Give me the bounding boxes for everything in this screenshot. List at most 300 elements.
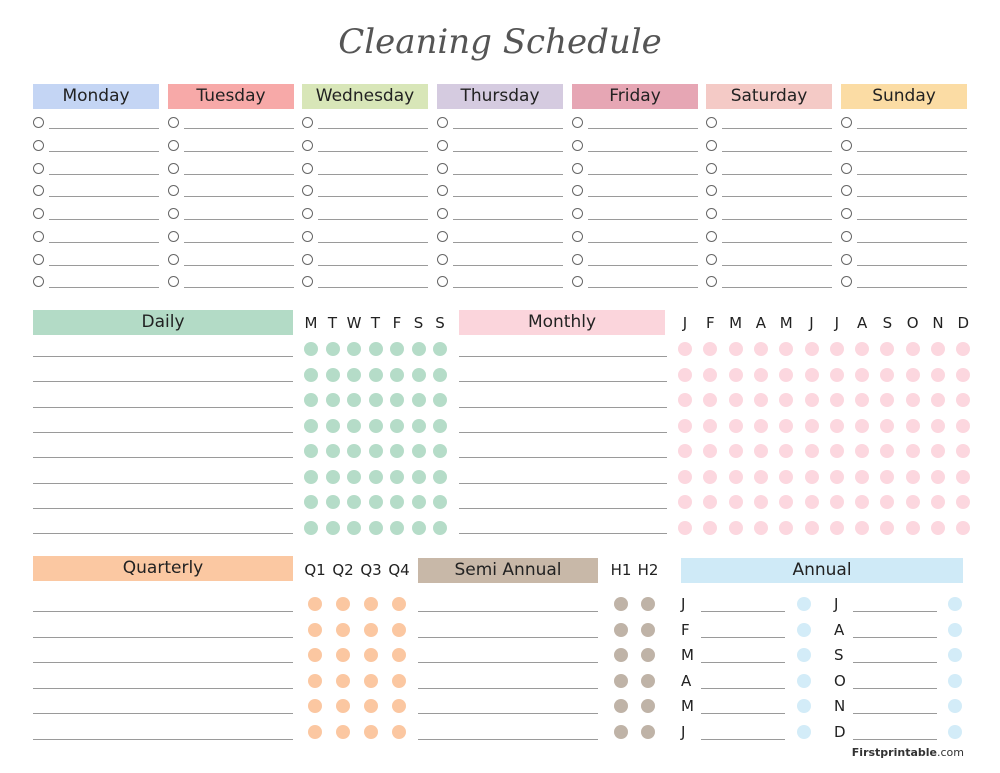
task-line[interactable]	[453, 287, 563, 288]
daily-check-dot[interactable]	[304, 521, 318, 535]
daily-task-line[interactable]	[33, 356, 293, 357]
task-checkbox[interactable]	[706, 208, 717, 219]
daily-check-dot[interactable]	[326, 444, 340, 458]
monthly-check-dot[interactable]	[830, 470, 844, 484]
monthly-check-dot[interactable]	[703, 393, 717, 407]
task-checkbox[interactable]	[572, 117, 583, 128]
daily-check-dot[interactable]	[390, 393, 404, 407]
task-line[interactable]	[722, 242, 832, 243]
monthly-check-dot[interactable]	[880, 444, 894, 458]
monthly-check-dot[interactable]	[906, 368, 920, 382]
task-checkbox[interactable]	[706, 231, 717, 242]
semi-annual-task-line[interactable]	[418, 688, 598, 689]
quarterly-check-dot[interactable]	[336, 623, 350, 637]
quarterly-task-line[interactable]	[33, 688, 293, 689]
monthly-check-dot[interactable]	[830, 368, 844, 382]
daily-check-dot[interactable]	[433, 368, 447, 382]
task-checkbox[interactable]	[437, 163, 448, 174]
daily-task-line[interactable]	[33, 508, 293, 509]
task-line[interactable]	[184, 265, 294, 266]
semi-annual-check-dot[interactable]	[614, 725, 628, 739]
annual-check-dot[interactable]	[797, 699, 811, 713]
daily-check-dot[interactable]	[433, 393, 447, 407]
annual-task-line[interactable]	[701, 688, 785, 689]
monthly-check-dot[interactable]	[830, 495, 844, 509]
monthly-check-dot[interactable]	[855, 470, 869, 484]
daily-check-dot[interactable]	[433, 444, 447, 458]
semi-annual-check-dot[interactable]	[614, 699, 628, 713]
daily-check-dot[interactable]	[412, 470, 426, 484]
monthly-task-line[interactable]	[459, 483, 667, 484]
daily-check-dot[interactable]	[412, 521, 426, 535]
task-checkbox[interactable]	[706, 254, 717, 265]
task-line[interactable]	[857, 219, 967, 220]
task-line[interactable]	[588, 287, 698, 288]
monthly-check-dot[interactable]	[754, 470, 768, 484]
task-line[interactable]	[318, 287, 428, 288]
task-checkbox[interactable]	[33, 208, 44, 219]
semi-annual-task-line[interactable]	[418, 611, 598, 612]
quarterly-check-dot[interactable]	[336, 725, 350, 739]
daily-check-dot[interactable]	[369, 368, 383, 382]
daily-check-dot[interactable]	[326, 342, 340, 356]
daily-check-dot[interactable]	[390, 495, 404, 509]
daily-check-dot[interactable]	[433, 342, 447, 356]
daily-check-dot[interactable]	[412, 368, 426, 382]
task-checkbox[interactable]	[841, 276, 852, 287]
monthly-check-dot[interactable]	[703, 368, 717, 382]
monthly-check-dot[interactable]	[906, 419, 920, 433]
task-checkbox[interactable]	[572, 140, 583, 151]
daily-check-dot[interactable]	[369, 342, 383, 356]
monthly-check-dot[interactable]	[956, 368, 970, 382]
task-line[interactable]	[857, 174, 967, 175]
daily-check-dot[interactable]	[304, 393, 318, 407]
task-checkbox[interactable]	[572, 276, 583, 287]
daily-check-dot[interactable]	[326, 393, 340, 407]
monthly-check-dot[interactable]	[830, 393, 844, 407]
monthly-check-dot[interactable]	[754, 495, 768, 509]
task-line[interactable]	[722, 265, 832, 266]
daily-check-dot[interactable]	[369, 521, 383, 535]
quarterly-check-dot[interactable]	[364, 623, 378, 637]
task-checkbox[interactable]	[302, 140, 313, 151]
task-checkbox[interactable]	[437, 140, 448, 151]
monthly-check-dot[interactable]	[678, 495, 692, 509]
quarterly-check-dot[interactable]	[308, 725, 322, 739]
quarterly-task-line[interactable]	[33, 662, 293, 663]
daily-check-dot[interactable]	[390, 470, 404, 484]
semi-annual-task-line[interactable]	[418, 662, 598, 663]
task-line[interactable]	[49, 151, 159, 152]
annual-task-line[interactable]	[701, 611, 785, 612]
monthly-check-dot[interactable]	[956, 393, 970, 407]
task-checkbox[interactable]	[841, 208, 852, 219]
daily-check-dot[interactable]	[304, 444, 318, 458]
monthly-check-dot[interactable]	[880, 393, 894, 407]
daily-check-dot[interactable]	[304, 495, 318, 509]
semi-annual-check-dot[interactable]	[641, 648, 655, 662]
annual-check-dot[interactable]	[948, 725, 962, 739]
task-checkbox[interactable]	[33, 231, 44, 242]
task-checkbox[interactable]	[706, 185, 717, 196]
task-checkbox[interactable]	[841, 140, 852, 151]
daily-task-line[interactable]	[33, 407, 293, 408]
daily-check-dot[interactable]	[369, 495, 383, 509]
monthly-check-dot[interactable]	[779, 495, 793, 509]
quarterly-check-dot[interactable]	[392, 674, 406, 688]
quarterly-check-dot[interactable]	[392, 623, 406, 637]
task-checkbox[interactable]	[168, 254, 179, 265]
daily-check-dot[interactable]	[304, 470, 318, 484]
monthly-check-dot[interactable]	[678, 470, 692, 484]
task-line[interactable]	[722, 219, 832, 220]
task-line[interactable]	[453, 196, 563, 197]
task-line[interactable]	[453, 128, 563, 129]
task-line[interactable]	[588, 219, 698, 220]
monthly-check-dot[interactable]	[906, 342, 920, 356]
annual-check-dot[interactable]	[797, 725, 811, 739]
quarterly-check-dot[interactable]	[308, 674, 322, 688]
monthly-check-dot[interactable]	[703, 342, 717, 356]
annual-check-dot[interactable]	[797, 623, 811, 637]
monthly-check-dot[interactable]	[729, 393, 743, 407]
monthly-check-dot[interactable]	[855, 393, 869, 407]
task-checkbox[interactable]	[302, 208, 313, 219]
task-line[interactable]	[49, 174, 159, 175]
semi-annual-check-dot[interactable]	[641, 725, 655, 739]
monthly-check-dot[interactable]	[931, 521, 945, 535]
task-checkbox[interactable]	[706, 276, 717, 287]
monthly-task-line[interactable]	[459, 457, 667, 458]
annual-task-line[interactable]	[853, 662, 937, 663]
semi-annual-task-line[interactable]	[418, 713, 598, 714]
monthly-check-dot[interactable]	[729, 521, 743, 535]
task-line[interactable]	[318, 196, 428, 197]
semi-annual-check-dot[interactable]	[641, 623, 655, 637]
monthly-task-line[interactable]	[459, 508, 667, 509]
quarterly-check-dot[interactable]	[364, 597, 378, 611]
task-line[interactable]	[453, 242, 563, 243]
task-line[interactable]	[184, 174, 294, 175]
task-line[interactable]	[588, 196, 698, 197]
monthly-check-dot[interactable]	[956, 470, 970, 484]
monthly-check-dot[interactable]	[931, 342, 945, 356]
task-checkbox[interactable]	[437, 231, 448, 242]
task-line[interactable]	[722, 287, 832, 288]
monthly-check-dot[interactable]	[880, 368, 894, 382]
daily-check-dot[interactable]	[326, 419, 340, 433]
monthly-check-dot[interactable]	[830, 444, 844, 458]
task-line[interactable]	[453, 151, 563, 152]
daily-check-dot[interactable]	[369, 470, 383, 484]
annual-task-line[interactable]	[701, 713, 785, 714]
daily-check-dot[interactable]	[412, 419, 426, 433]
daily-check-dot[interactable]	[369, 444, 383, 458]
semi-annual-check-dot[interactable]	[641, 674, 655, 688]
monthly-check-dot[interactable]	[906, 495, 920, 509]
task-line[interactable]	[49, 196, 159, 197]
monthly-check-dot[interactable]	[830, 521, 844, 535]
task-line[interactable]	[588, 128, 698, 129]
quarterly-check-dot[interactable]	[392, 699, 406, 713]
monthly-check-dot[interactable]	[805, 521, 819, 535]
task-checkbox[interactable]	[33, 140, 44, 151]
daily-check-dot[interactable]	[433, 419, 447, 433]
monthly-check-dot[interactable]	[805, 444, 819, 458]
task-checkbox[interactable]	[33, 185, 44, 196]
monthly-task-line[interactable]	[459, 432, 667, 433]
monthly-check-dot[interactable]	[956, 521, 970, 535]
task-line[interactable]	[588, 265, 698, 266]
task-line[interactable]	[184, 151, 294, 152]
daily-check-dot[interactable]	[412, 393, 426, 407]
monthly-check-dot[interactable]	[779, 393, 793, 407]
quarterly-task-line[interactable]	[33, 739, 293, 740]
monthly-task-line[interactable]	[459, 407, 667, 408]
task-checkbox[interactable]	[841, 163, 852, 174]
monthly-check-dot[interactable]	[956, 495, 970, 509]
annual-task-line[interactable]	[853, 611, 937, 612]
quarterly-check-dot[interactable]	[308, 699, 322, 713]
monthly-check-dot[interactable]	[880, 495, 894, 509]
task-line[interactable]	[184, 219, 294, 220]
annual-task-line[interactable]	[853, 713, 937, 714]
annual-check-dot[interactable]	[797, 648, 811, 662]
monthly-check-dot[interactable]	[931, 470, 945, 484]
monthly-check-dot[interactable]	[703, 419, 717, 433]
daily-check-dot[interactable]	[390, 521, 404, 535]
daily-check-dot[interactable]	[326, 368, 340, 382]
task-checkbox[interactable]	[706, 117, 717, 128]
task-checkbox[interactable]	[572, 254, 583, 265]
daily-task-line[interactable]	[33, 381, 293, 382]
monthly-check-dot[interactable]	[754, 342, 768, 356]
daily-check-dot[interactable]	[433, 470, 447, 484]
task-line[interactable]	[318, 128, 428, 129]
daily-check-dot[interactable]	[326, 470, 340, 484]
monthly-check-dot[interactable]	[855, 521, 869, 535]
monthly-check-dot[interactable]	[678, 419, 692, 433]
task-checkbox[interactable]	[168, 276, 179, 287]
task-checkbox[interactable]	[841, 185, 852, 196]
task-checkbox[interactable]	[168, 163, 179, 174]
task-checkbox[interactable]	[572, 208, 583, 219]
monthly-check-dot[interactable]	[880, 470, 894, 484]
monthly-check-dot[interactable]	[729, 368, 743, 382]
quarterly-task-line[interactable]	[33, 637, 293, 638]
task-line[interactable]	[857, 265, 967, 266]
quarterly-check-dot[interactable]	[364, 674, 378, 688]
task-checkbox[interactable]	[572, 231, 583, 242]
monthly-check-dot[interactable]	[678, 444, 692, 458]
daily-check-dot[interactable]	[347, 368, 361, 382]
task-checkbox[interactable]	[302, 231, 313, 242]
task-line[interactable]	[184, 287, 294, 288]
task-checkbox[interactable]	[572, 163, 583, 174]
monthly-check-dot[interactable]	[754, 521, 768, 535]
task-checkbox[interactable]	[168, 140, 179, 151]
annual-check-dot[interactable]	[797, 674, 811, 688]
monthly-check-dot[interactable]	[729, 444, 743, 458]
task-line[interactable]	[722, 151, 832, 152]
task-line[interactable]	[857, 128, 967, 129]
task-line[interactable]	[857, 196, 967, 197]
daily-check-dot[interactable]	[326, 521, 340, 535]
monthly-check-dot[interactable]	[855, 419, 869, 433]
daily-check-dot[interactable]	[390, 368, 404, 382]
daily-check-dot[interactable]	[347, 470, 361, 484]
monthly-check-dot[interactable]	[779, 419, 793, 433]
daily-check-dot[interactable]	[433, 521, 447, 535]
monthly-check-dot[interactable]	[805, 368, 819, 382]
monthly-check-dot[interactable]	[678, 342, 692, 356]
task-checkbox[interactable]	[841, 254, 852, 265]
daily-check-dot[interactable]	[412, 495, 426, 509]
monthly-check-dot[interactable]	[906, 393, 920, 407]
semi-annual-check-dot[interactable]	[614, 674, 628, 688]
task-line[interactable]	[722, 128, 832, 129]
monthly-check-dot[interactable]	[880, 419, 894, 433]
task-line[interactable]	[453, 265, 563, 266]
task-checkbox[interactable]	[572, 185, 583, 196]
monthly-check-dot[interactable]	[703, 495, 717, 509]
annual-check-dot[interactable]	[948, 648, 962, 662]
quarterly-check-dot[interactable]	[308, 623, 322, 637]
task-checkbox[interactable]	[168, 117, 179, 128]
annual-task-line[interactable]	[853, 739, 937, 740]
daily-task-line[interactable]	[33, 533, 293, 534]
semi-annual-check-dot[interactable]	[641, 699, 655, 713]
daily-check-dot[interactable]	[347, 393, 361, 407]
daily-check-dot[interactable]	[369, 393, 383, 407]
quarterly-check-dot[interactable]	[336, 648, 350, 662]
task-line[interactable]	[857, 242, 967, 243]
quarterly-check-dot[interactable]	[364, 699, 378, 713]
daily-check-dot[interactable]	[412, 342, 426, 356]
task-line[interactable]	[318, 151, 428, 152]
monthly-check-dot[interactable]	[729, 342, 743, 356]
task-line[interactable]	[722, 196, 832, 197]
monthly-check-dot[interactable]	[754, 444, 768, 458]
task-line[interactable]	[453, 219, 563, 220]
daily-task-line[interactable]	[33, 432, 293, 433]
quarterly-check-dot[interactable]	[336, 674, 350, 688]
task-line[interactable]	[318, 265, 428, 266]
monthly-check-dot[interactable]	[678, 393, 692, 407]
monthly-check-dot[interactable]	[678, 521, 692, 535]
annual-check-dot[interactable]	[948, 597, 962, 611]
task-line[interactable]	[453, 174, 563, 175]
monthly-check-dot[interactable]	[830, 419, 844, 433]
task-line[interactable]	[318, 242, 428, 243]
monthly-task-line[interactable]	[459, 381, 667, 382]
task-checkbox[interactable]	[33, 117, 44, 128]
monthly-check-dot[interactable]	[956, 444, 970, 458]
monthly-check-dot[interactable]	[855, 342, 869, 356]
quarterly-check-dot[interactable]	[336, 699, 350, 713]
daily-check-dot[interactable]	[347, 495, 361, 509]
task-line[interactable]	[588, 242, 698, 243]
annual-task-line[interactable]	[853, 688, 937, 689]
monthly-check-dot[interactable]	[779, 342, 793, 356]
task-line[interactable]	[588, 174, 698, 175]
monthly-check-dot[interactable]	[703, 521, 717, 535]
monthly-check-dot[interactable]	[830, 342, 844, 356]
monthly-check-dot[interactable]	[855, 368, 869, 382]
daily-check-dot[interactable]	[390, 342, 404, 356]
task-checkbox[interactable]	[841, 117, 852, 128]
daily-check-dot[interactable]	[347, 342, 361, 356]
task-checkbox[interactable]	[706, 163, 717, 174]
monthly-check-dot[interactable]	[906, 470, 920, 484]
monthly-check-dot[interactable]	[779, 444, 793, 458]
task-line[interactable]	[318, 219, 428, 220]
task-checkbox[interactable]	[302, 276, 313, 287]
semi-annual-task-line[interactable]	[418, 739, 598, 740]
task-checkbox[interactable]	[841, 231, 852, 242]
monthly-check-dot[interactable]	[855, 444, 869, 458]
semi-annual-check-dot[interactable]	[614, 648, 628, 662]
annual-check-dot[interactable]	[948, 699, 962, 713]
monthly-check-dot[interactable]	[754, 368, 768, 382]
quarterly-check-dot[interactable]	[364, 648, 378, 662]
quarterly-check-dot[interactable]	[336, 597, 350, 611]
annual-task-line[interactable]	[701, 637, 785, 638]
task-line[interactable]	[318, 174, 428, 175]
daily-check-dot[interactable]	[347, 521, 361, 535]
task-checkbox[interactable]	[437, 254, 448, 265]
daily-check-dot[interactable]	[390, 419, 404, 433]
task-checkbox[interactable]	[33, 276, 44, 287]
monthly-check-dot[interactable]	[931, 393, 945, 407]
quarterly-check-dot[interactable]	[392, 597, 406, 611]
daily-check-dot[interactable]	[412, 444, 426, 458]
monthly-task-line[interactable]	[459, 356, 667, 357]
task-checkbox[interactable]	[437, 117, 448, 128]
task-checkbox[interactable]	[437, 208, 448, 219]
task-line[interactable]	[49, 265, 159, 266]
task-line[interactable]	[722, 174, 832, 175]
monthly-check-dot[interactable]	[880, 342, 894, 356]
task-line[interactable]	[857, 151, 967, 152]
semi-annual-check-dot[interactable]	[641, 597, 655, 611]
annual-task-line[interactable]	[853, 637, 937, 638]
monthly-check-dot[interactable]	[754, 419, 768, 433]
quarterly-check-dot[interactable]	[364, 725, 378, 739]
task-line[interactable]	[184, 128, 294, 129]
task-checkbox[interactable]	[302, 254, 313, 265]
monthly-check-dot[interactable]	[906, 521, 920, 535]
semi-annual-task-line[interactable]	[418, 637, 598, 638]
monthly-task-line[interactable]	[459, 533, 667, 534]
monthly-check-dot[interactable]	[855, 495, 869, 509]
daily-task-line[interactable]	[33, 483, 293, 484]
task-line[interactable]	[184, 242, 294, 243]
semi-annual-check-dot[interactable]	[614, 597, 628, 611]
daily-check-dot[interactable]	[304, 368, 318, 382]
task-line[interactable]	[49, 128, 159, 129]
task-checkbox[interactable]	[302, 185, 313, 196]
task-line[interactable]	[49, 287, 159, 288]
semi-annual-check-dot[interactable]	[614, 623, 628, 637]
monthly-check-dot[interactable]	[880, 521, 894, 535]
task-line[interactable]	[49, 242, 159, 243]
annual-check-dot[interactable]	[948, 674, 962, 688]
monthly-check-dot[interactable]	[729, 419, 743, 433]
quarterly-task-line[interactable]	[33, 713, 293, 714]
daily-check-dot[interactable]	[304, 342, 318, 356]
